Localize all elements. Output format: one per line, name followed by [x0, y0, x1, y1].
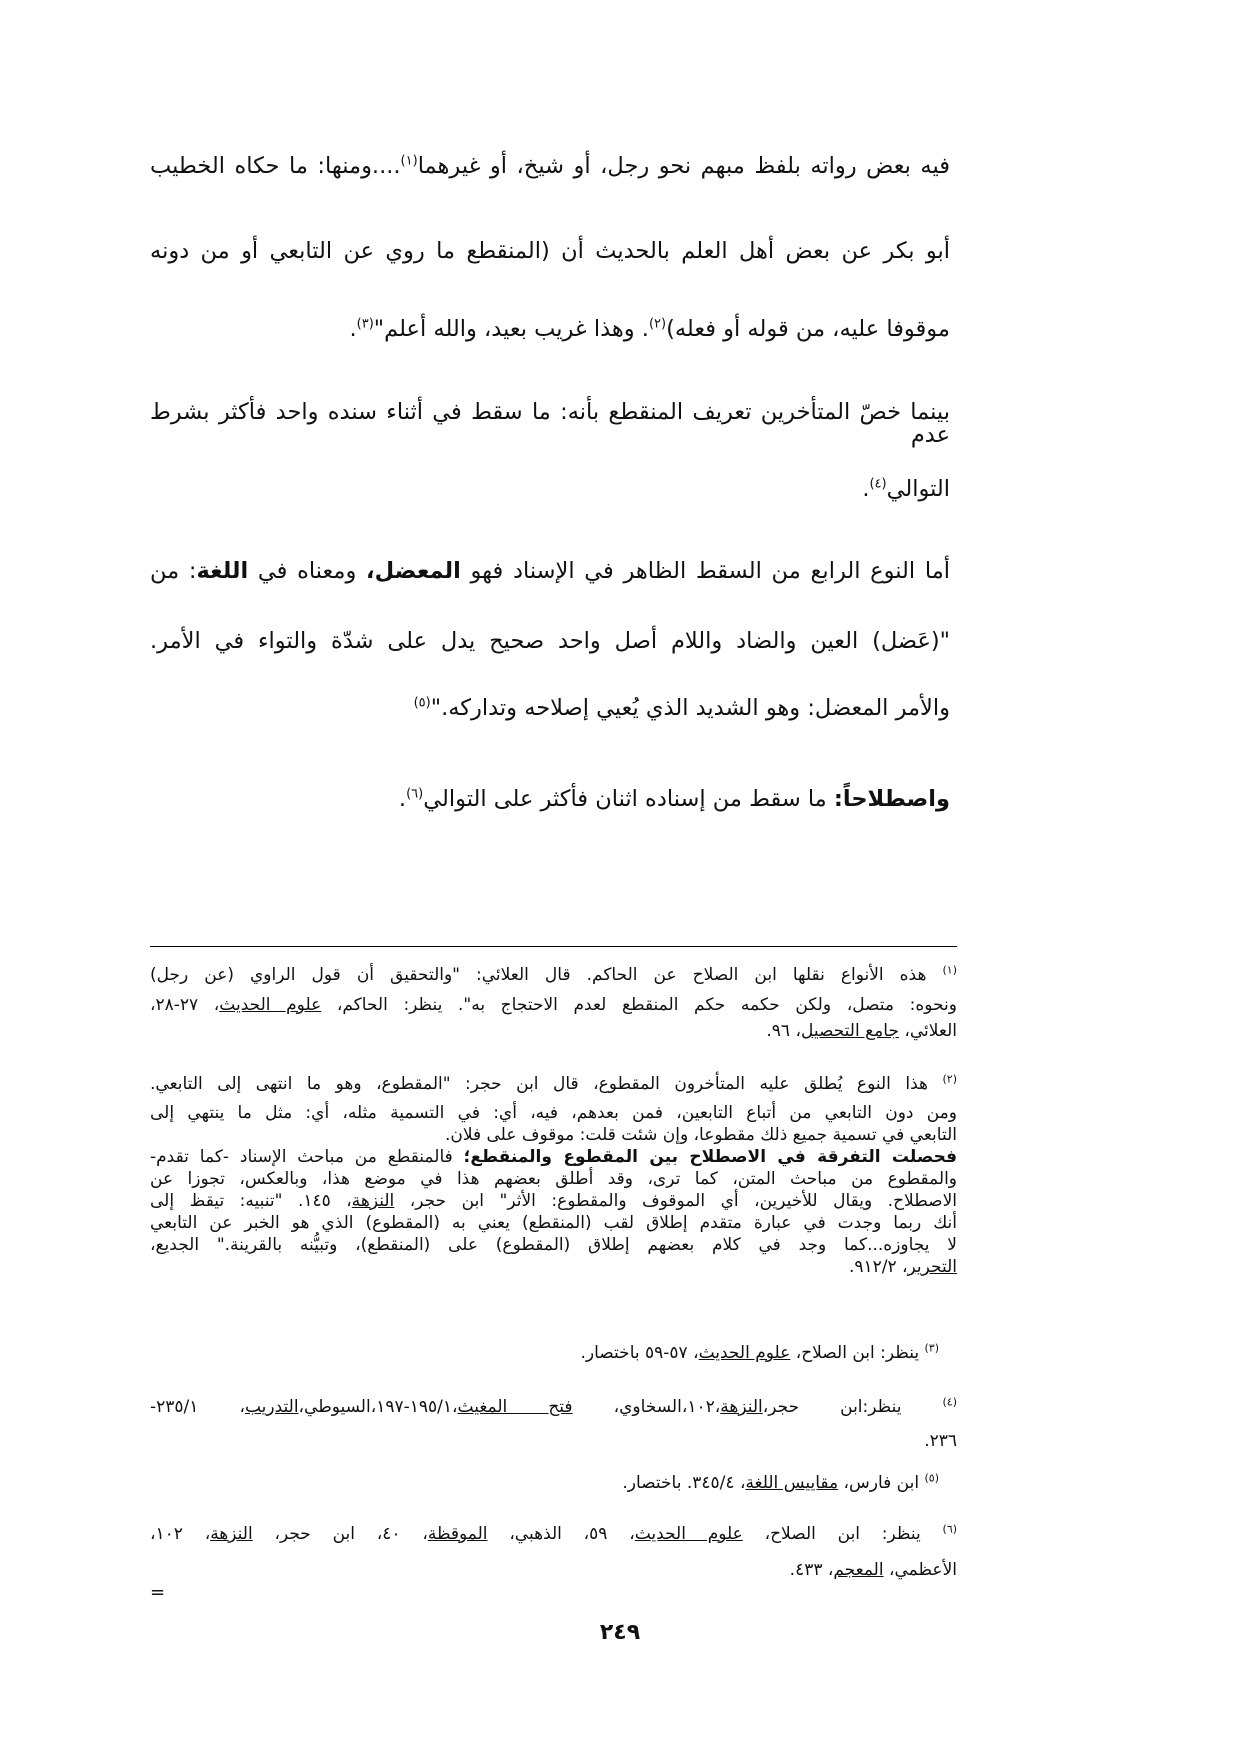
body-line-2: أبو بكر عن بعض أهل العلم بالحديث أن (المنقطع ما روي عن التابعي أو من دونه — [150, 238, 950, 264]
body-line-6: أما النوع الرابع من السقط الظاهر في الإسناد فهو المعضل، ومعناه في اللغة: من — [150, 558, 950, 584]
citation-title: جامع التحصيل — [800, 1021, 899, 1041]
page-number: ٢٤٩ — [599, 1620, 641, 1645]
citation-title: الموقظة — [427, 1524, 488, 1544]
body-line-1: فيه بعض رواته بلفظ مبهم نحو رجل، أو شيخ، أو غيرهما$^{(١)}$....ومنها: ما حكاه الخطيب — [150, 153, 950, 179]
footnote-ref-3[interactable]: (٣) — [356, 316, 374, 332]
citation-title: علوم الحديث — [219, 995, 322, 1015]
footnote-4: $^{(٤)}$ ينظر:ابن حجر،النزهة،١٠٢،السخاوي، فتح المغيث،١٩٥/١-١٩٧،السيوطي،التدريب، ٢٣٥/١- ٢٣٦. — [150, 1395, 958, 1451]
body-line-8: والأمر المعضل: وهو الشديد الذي يُعيي إصلاحه وتداركه."$^{(٥)}$ — [413, 695, 950, 721]
citation-title: المعجم — [833, 1560, 884, 1580]
body-line-5: التوالي$^{(٤)}$. — [862, 476, 950, 502]
footnote-ref-5[interactable]: (٥) — [413, 695, 431, 711]
footnote-3: $^{(٣)}$ ينظر: ابن الصلاح، علوم الحديث، ٥٧-٥٩ باختصار. — [580, 1341, 939, 1363]
body-line-3: موقوفا عليه، من قوله أو فعله)$^{(٢)}$. وهذا غريب بعيد، والله أعلم"$^{(٣)}$. — [349, 316, 950, 342]
citation-title: النزهة — [210, 1524, 253, 1544]
footnote-6: $^{(٦)}$ ينظر: ابن الصلاح، علوم الحديث، ٥٩، الذهبي، الموقظة، ٤٠، ابن حجر، النزهة، ١٠٢، الأعظمي، المعجم، ٤٣٣. — [150, 1522, 958, 1580]
body-line-4: بينما خصّ المتأخرين تعريف المنقطع بأنه: ما سقط في أثناء سنده واحد فأكثر بشرط عدم — [150, 399, 950, 448]
citation-title: فتح المغيث — [457, 1397, 573, 1417]
footnote-ref-2[interactable]: (٢) — [648, 316, 667, 332]
footnote-separator — [150, 946, 957, 947]
footnote-ref-1[interactable]: (١) — [400, 153, 418, 169]
citation-title: علوم الحديث — [634, 1524, 743, 1544]
footnote-1: $^{(١)}$ هذه الأنواع نقلها ابن الصلاح عن الحاكم. قال العلائي: "والتحقيق أن قول الراوي (عن رجل) ونحوه: متصل، ولكن حكمه حكم المنقطع لعدم الاحتجاج به". ينظر: الحاكم، علوم الحديث، ٢٧-٢٨، العلائي، جامع التحصيل، ٩٦. — [150, 963, 958, 1041]
citation-title: النزهة — [351, 1191, 395, 1211]
body-line-7: "(عَضل) العين والضاد واللام أصل واحد صحيح يدل على شدّة والتواء في الأمر. — [150, 628, 950, 654]
footnote-ref-6[interactable]: (٦) — [406, 786, 424, 802]
body-line-9: واصطلاحاً: ما سقط من إسناده اثنان فأكثر على التوالي$^{(٦)}$. — [398, 786, 950, 812]
footnote-ref-4[interactable]: (٤) — [869, 476, 887, 492]
citation-title: التدريب — [244, 1397, 299, 1417]
footnote-5: $^{(٥)}$ ابن فارس، مقاييس اللغة، ٣٤٥/٤. باختصار. — [622, 1471, 939, 1493]
citation-title: النزهة — [720, 1397, 763, 1417]
footnote-2: $^{(٢)}$ هذا النوع يُطلق عليه المتأخرون المقطوع، قال ابن حجر: "المقطوع، وهو ما انتهى إلى التابعي. ومن دون التابعي من أتباع التابعين، فمن بعدهم، فيه، أي: في التسمية مثله، أي: مثل ما ينتهي إلى التابعي في تسمية جميع ذلك مقطوعا، وإن شئت قلت: موقوف على فلان. فحصلت التفرقة في الاصطلاح بين المقطوع والمنقطع؛ فالمنقطع من مباحث الإسناد -كما تقدم- والمقطوع من مباحث المتن، كما ترى، وقد أطلق بعضهم هذا في موضع هذا، وبالعكس، تجوزا عن الاصطلاح. ويقال للأخيرين، أي الموقوف والمقطوع: الأثر" ابن حجر، النزهة، ١٤٥. "تنبيه: تيقظ إلى أنك ربما وجدت في عبارة متقدم إطلاق لقب (المنقطع) يعني به (المقطوع) الذي هو الخبر عن التابعي لا يجاوزه...كما وجد في كلام بعضهم إطلاق (المقطوع) على (المنقطع)، وتبيُّنه بالقرينة." الجديع، التحرير، ٩١٢/٢. — [150, 1072, 958, 1277]
continuation-mark: = — [150, 1582, 166, 1603]
citation-title: علوم الحديث — [698, 1343, 791, 1363]
citation-title: التحرير — [907, 1257, 957, 1277]
citation-title: مقاييس اللغة — [745, 1473, 839, 1493]
